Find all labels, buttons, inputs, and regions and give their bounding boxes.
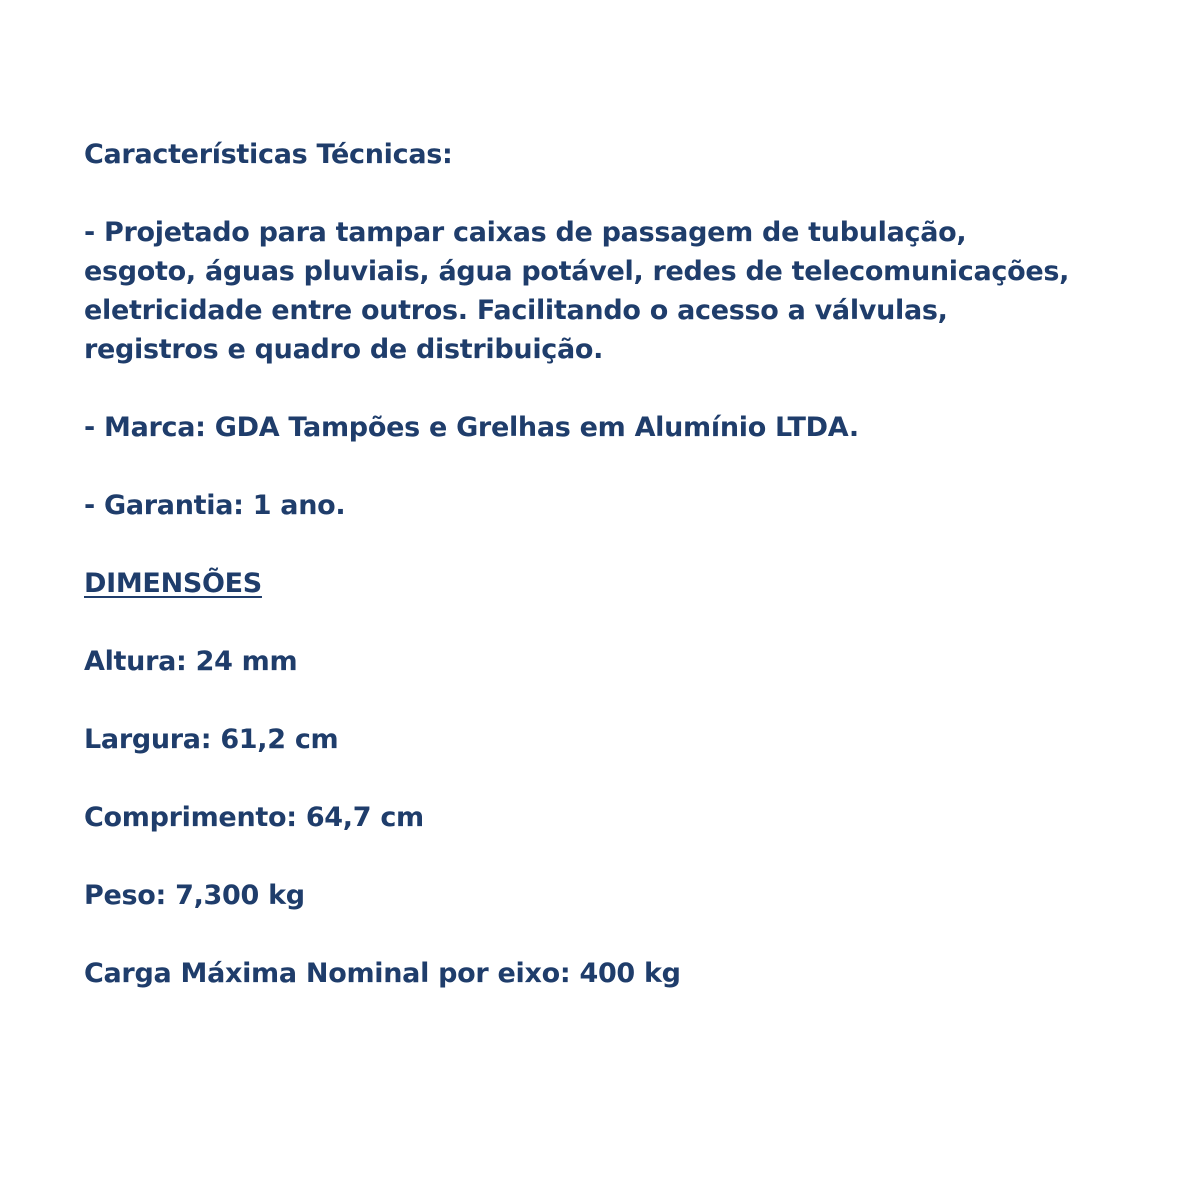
description-line: esgoto, águas pluviais, água potável, redes de telecomunicações,: [84, 256, 1070, 287]
spacer: [84, 837, 1164, 876]
dimensions-title: DIMENSÕES: [84, 568, 262, 599]
spacer: [84, 174, 1164, 213]
warranty-text: - Garantia: 1 ano.: [84, 490, 346, 521]
product-spec-document: [84, 135, 1164, 993]
description-line: - Projetado para tampar caixas de passagem de tubulação,: [84, 217, 967, 248]
brand-text: - Marca: GDA Tampões e Grelhas em Alumínio LTDA.: [84, 412, 859, 443]
dimension-max-load: Carga Máxima Nominal por eixo: 400 kg: [84, 958, 681, 989]
description-line: registros e quadro de distribuição.: [84, 334, 604, 365]
dimension-weight: Peso: 7,300 kg: [84, 880, 305, 911]
spacer: [84, 603, 1164, 642]
dimension-height: Altura: 24 mm: [84, 646, 298, 677]
spacer: [84, 915, 1164, 954]
description-line: eletricidade entre outros. Facilitando o acesso a válvulas,: [84, 295, 948, 326]
spacer: [84, 681, 1164, 720]
spacer: [84, 759, 1164, 798]
spacer: [84, 447, 1164, 486]
spacer: [84, 369, 1164, 408]
dimension-length: Comprimento: 64,7 cm: [84, 802, 424, 833]
spec-heading: Características Técnicas:: [84, 139, 453, 170]
spacer: [84, 525, 1164, 564]
dimension-width: Largura: 61,2 cm: [84, 724, 339, 755]
